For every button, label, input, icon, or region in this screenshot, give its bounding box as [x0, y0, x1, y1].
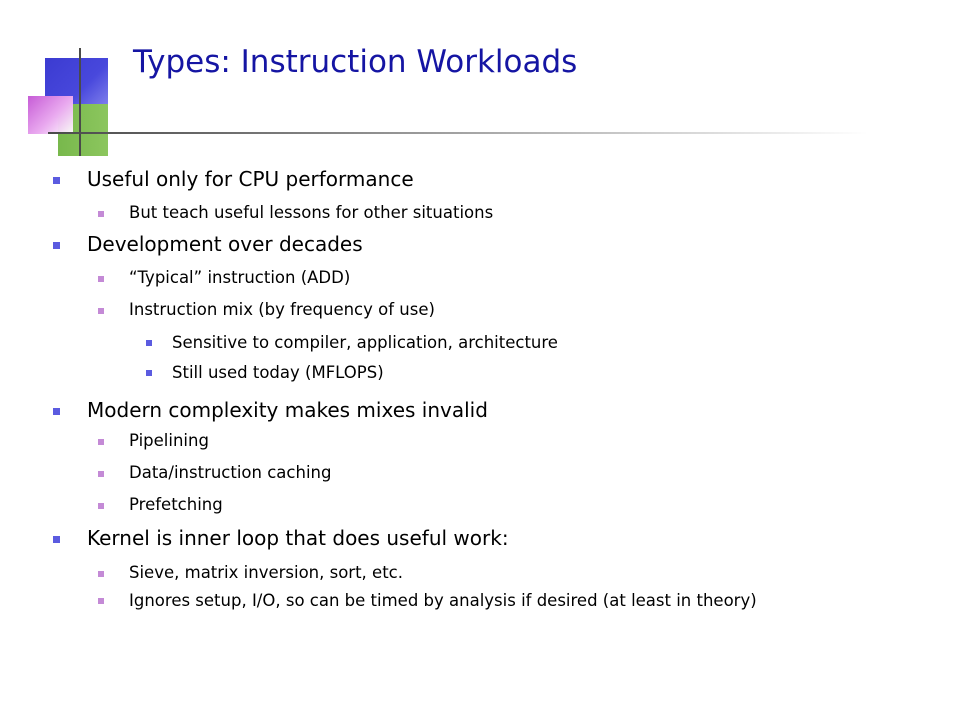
sub-bullet-item [129, 203, 493, 222]
sub-bullet-item [129, 463, 331, 482]
bullet-text: Useful only for CPU performance [87, 167, 414, 191]
sub-bullet-item [129, 495, 223, 514]
bullet-text: Ignores setup, I/O, so can be timed by analysis if desired (at least in theory) [129, 591, 757, 610]
bullet-square-icon [53, 536, 60, 543]
bullet-square-icon [98, 276, 104, 282]
bullet-text: Instruction mix (by frequency of use) [129, 300, 435, 319]
bullet-square-icon [53, 242, 60, 249]
bullet-text: Pipelining [129, 431, 209, 450]
bullet-item [87, 398, 488, 422]
bullet-text: Modern complexity makes mixes invalid [87, 398, 488, 422]
bullet-text: “Typical” instruction (ADD) [129, 268, 351, 287]
bullet-square-icon [98, 471, 104, 477]
bullet-text: Still used today (MFLOPS) [172, 363, 384, 382]
bullet-text: Sieve, matrix inversion, sort, etc. [129, 563, 403, 582]
bullet-text: Development over decades [87, 232, 363, 256]
sub-sub-bullet-item [172, 333, 558, 352]
bullet-text: But teach useful lessons for other situations [129, 203, 494, 222]
bullet-text: Sensitive to compiler, application, architecture [172, 333, 558, 352]
sub-bullet-item [129, 268, 350, 287]
bullet-square-icon [98, 439, 104, 445]
decorative-pink-square [28, 96, 73, 134]
bullet-item [87, 167, 414, 191]
bullet-square-icon [53, 177, 60, 184]
bullet-square-icon [98, 503, 104, 509]
sub-bullet-item [129, 590, 889, 611]
bullet-square-icon [98, 571, 104, 577]
bullet-text: Data/instruction caching [129, 463, 332, 482]
bullet-square-icon [98, 308, 104, 314]
sub-sub-bullet-item [172, 363, 384, 382]
decorative-vertical-line [79, 48, 81, 156]
bullet-square-icon [53, 408, 60, 415]
sub-bullet-item [129, 300, 435, 319]
bullet-square-icon [146, 370, 152, 376]
bullet-square-icon [146, 340, 152, 346]
bullet-square-icon [98, 598, 104, 604]
sub-bullet-item [129, 431, 209, 450]
title-underline [48, 132, 868, 134]
bullet-square-icon [98, 211, 104, 217]
bullet-item [87, 232, 363, 256]
sub-bullet-item [129, 563, 403, 582]
bullet-item [87, 526, 509, 550]
bullet-text: Kernel is inner loop that does useful work: [87, 526, 509, 550]
bullet-text: Prefetching [129, 495, 223, 514]
slide-title: Types: Instruction Workloads [133, 44, 578, 80]
